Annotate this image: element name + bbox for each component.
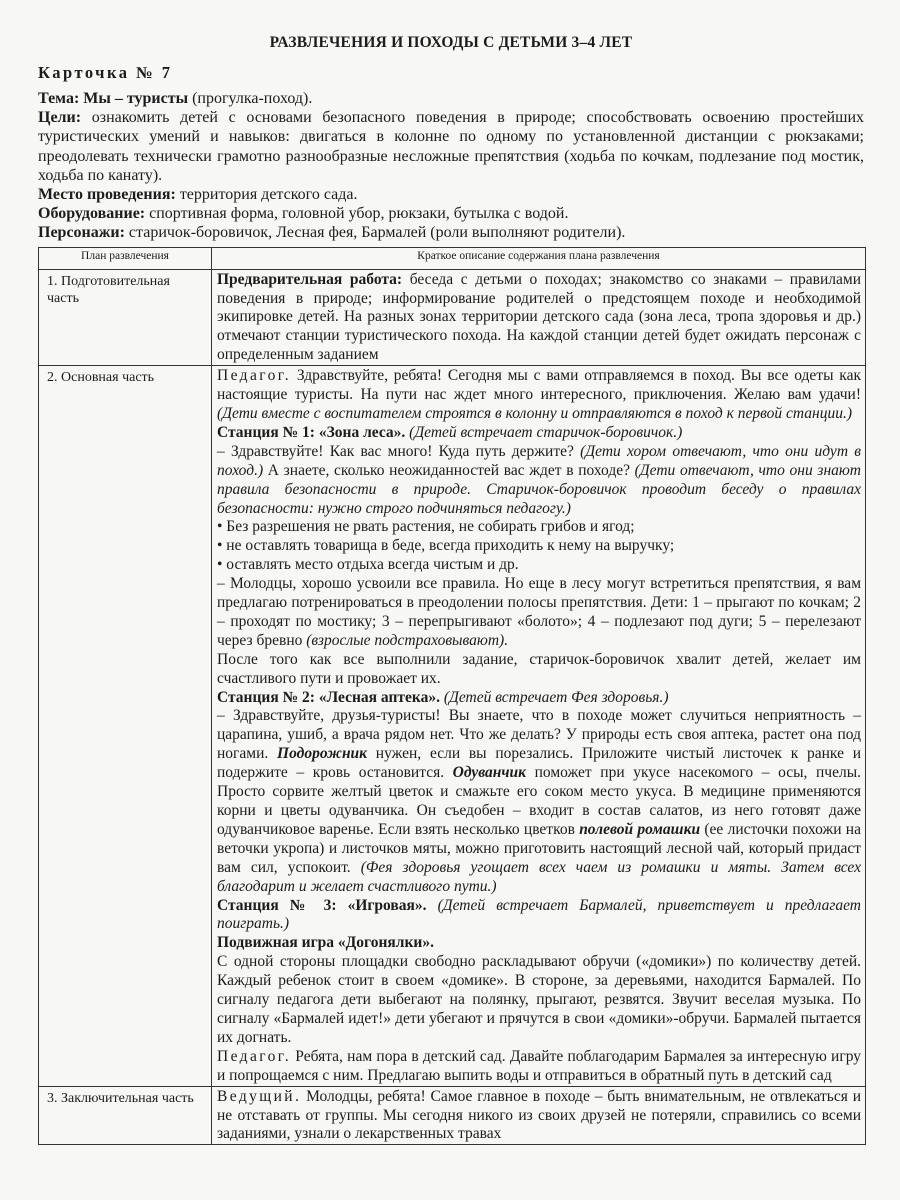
table-row [39, 1086, 866, 1145]
theme-value-bold: Мы – туристы [79, 90, 189, 107]
rule-bullet: • не оставлять товарища в беде, всегда приходить к нему на выручку; [217, 537, 675, 555]
station3-heading [217, 897, 861, 935]
station1-text-b: А знаете, сколько неожиданностей вас ждет в походе? [263, 461, 635, 479]
host-speaker: Ведущий. [217, 1087, 302, 1105]
station3-title: Станция № 3: «Игровая». [217, 896, 427, 914]
station1-text-a: – Здравствуйте! Как вас много! Куда путь держите? [217, 442, 581, 460]
intro-paragraph [217, 367, 861, 424]
theme-label: Тема: [38, 90, 80, 107]
obstacle-paragraph [217, 575, 861, 651]
station2-note: (Детей встречает Фея здоровья.) [439, 688, 669, 706]
table-row [39, 269, 866, 366]
theme-line [38, 89, 864, 108]
station1-title: Станция № 1: «Зона леса». [217, 423, 406, 441]
station1-closing: После того как все выполнили задание, старичок-боровичок хвалит детей, желает им счастливого пути и провожает их. [217, 650, 861, 687]
teacher-speaker: Педагог. [217, 1047, 292, 1065]
goals-label: Цели: [38, 109, 82, 127]
game-title: Подвижная игра «Догонялки». [217, 934, 434, 952]
teacher-speaker: Педагог. [217, 367, 292, 385]
document-title: РАЗВЛЕЧЕНИЯ И ПОХОДЫ С ДЕТЬМИ 3–4 ЛЕТ [269, 34, 633, 51]
row3-part: 3. Заключительная часть [39, 1086, 212, 1145]
characters-value: старичок-боровичок, Лесная фея, Бармалей (роли выполняют родители). [124, 224, 626, 242]
station1-note-a: (Дети хором отвечают, что они идут в поход.) [217, 442, 862, 479]
intro-note: (Дети вместе с воспитателем строятся в колонну и отправляются в поход к первой станции.) [217, 404, 852, 422]
equipment-label: Оборудование: [38, 205, 146, 223]
col1-header: План развлечения [39, 247, 212, 269]
col2-header: Краткое описание содержания плана развлечения [212, 247, 866, 269]
station1-heading [217, 424, 861, 443]
game-description: С одной стороны площадки свободно раскладывают обручи («домики») по количеству детей. Каждый ребенок стоит в своем «домике». В стороне, за деревьями, находится Бармалей. По сигналу педагога дети выбегают на полянку, прыгают, резвятся. Звучит веселая музыка. По сигналу «Бармалей идет!» дети убегают и прячутся в свои «домики»-обручи. Бармалей пытается их догнать. [217, 953, 861, 1046]
row2-part: 2. Основная часть [39, 366, 212, 1086]
station2-text-b: нужен, если вы порезались. Приложите чистый листочек к ранке и подержите – кровь остановится. [217, 745, 862, 782]
table-row [39, 366, 866, 1086]
station2-heading [217, 689, 861, 708]
row3-text: Молодцы, ребята! Самое главное в походе – быть внимательным, не отвлекаться и не отставать от группы. Мы сегодня никого из своих друзей не потеряли, справились со всеми заданиями, узнали о лекарственных травах [217, 1087, 861, 1143]
card-number: Карточка № 7 [38, 63, 173, 82]
return-text: Ребята, нам пора в детский сад. Давайте поблагодарим Бармалея за интересную игру и попрощаемся с ним. Предлагаю выпить воды и отправиться в обратный путь в детский сад [217, 1047, 861, 1084]
station3-note: (Детей встречает Бармалей, приветствует и предлагает поиграть.) [217, 896, 861, 933]
rule-bullet: • оставлять место отдыха всегда чистым и др. [217, 556, 519, 574]
characters-label: Персонажи: [38, 224, 125, 242]
obstacle-text: – Молодцы, хорошо усвоили все правила. Но еще в лесу могут встретиться препятствия, я вам предлагаю потренироваться в преодолении полосы препятствия. Дети: 1 – прыгают по кочкам; 2 – проходят по мостику; 3 – перепрыгивают «болото»; 4 – подлезают под дуги; 5 – перелезают через бревно [217, 575, 861, 649]
table-header-row [39, 247, 866, 269]
rule-bullet: • Без разрешения не рвать растения, не собирать грибов и ягод; [217, 518, 635, 536]
intro-text: Здравствуйте, ребята! Сегодня мы с вами отправляемся в поход. Вы все одеты как настоящие туристы. На пути нас ждет много интересного, приключения. Желаю вам удачи! [217, 367, 861, 404]
station2-text-c: поможет при укусе насекомого – осы, пчелы. Просто сорвите желтый цветок и смажьте его соком место укуса. В медицине применяются корни и цветы одуванчика. Он съедобен – входит в состав салатов, из него готовят даже одуванчиковое варенье. Если взять несколько цветков [217, 764, 861, 838]
place-line [38, 185, 864, 204]
theme-value: (прогулка-поход). [188, 90, 313, 107]
station2-text-d: (ее листочки похожи на веточки укропа) и листочков мяты, можно приготовить настоящий лесной чай, который придаст вам сил, успокоит. [217, 820, 861, 876]
goals-value: ознакомить детей с основами безопасного поведения в природе; способствовать освоению простейших туристических умений и навыков: двигаться в колонне по одному по установленной дистанции с рюкзаками; преодолевать технически грамотно разнообразные несложные препятствия (ходьба по кочкам, подлезание под мостик, ходьба по канату). [38, 109, 864, 184]
station2-paragraph [217, 707, 861, 896]
row2-content [212, 366, 866, 1086]
row1-part: 1. Подготовительная часть [39, 269, 212, 366]
equipment-value: спортивная форма, головной убор, рюкзаки, бутылка с водой. [145, 205, 569, 223]
place-value: территория детского сада. [175, 186, 358, 204]
dandelion-term: Одуванчик [452, 764, 527, 782]
station2-text-a: – Здравствуйте, друзья-туристы! Вы знаете, что в походе может случиться неприятность – царапина, ушиб, а врача рядом нет. Что же делать? У природы есть своя аптека, растет она под ногами. [217, 707, 861, 763]
obstacle-note: (взрослые подстраховывают). [306, 631, 509, 649]
row1-lead: Предварительная работа: [217, 270, 403, 288]
row1-text: беседа с детьми о походах; знакомство со знаками – правилами поведения в природе; информирование родителей о предстоящем походе и необходимой экипировке детей. На разных зонах территории детского сада (зона леса, тропа здоровья и др.) отмечают станции туристического похода. На каждой станции детей будет ожидать персонаж с определенным заданием [217, 270, 861, 364]
goals-line [38, 108, 864, 185]
equipment-line [38, 204, 864, 223]
station1-note-b: (Дети отвечают, что они знают правила безопасности в природе. Старичок-боровичок проводит беседу о правилах безопасности: нужно строго подчиняться педагогу.) [217, 461, 862, 517]
station1-note: (Детей встречает старичок-боровичок.) [405, 423, 683, 441]
plan-table [38, 247, 866, 1146]
place-label: Место проведения: [38, 186, 176, 204]
station2-title: Станция № 2: «Лесная аптека». [217, 688, 440, 706]
plantain-term: Подорожник [277, 745, 368, 763]
row3-content [212, 1086, 866, 1145]
station1-dialogue [217, 443, 861, 519]
row1-content [212, 269, 866, 366]
return-paragraph [217, 1048, 861, 1086]
chamomile-term: полевой ромашки [579, 820, 701, 838]
station2-note-end: (Фея здоровья угощает всех чаем из ромашки и мяты. Затем всех благодарит и желает счастливого пути.) [217, 858, 861, 895]
characters-line [38, 223, 864, 242]
